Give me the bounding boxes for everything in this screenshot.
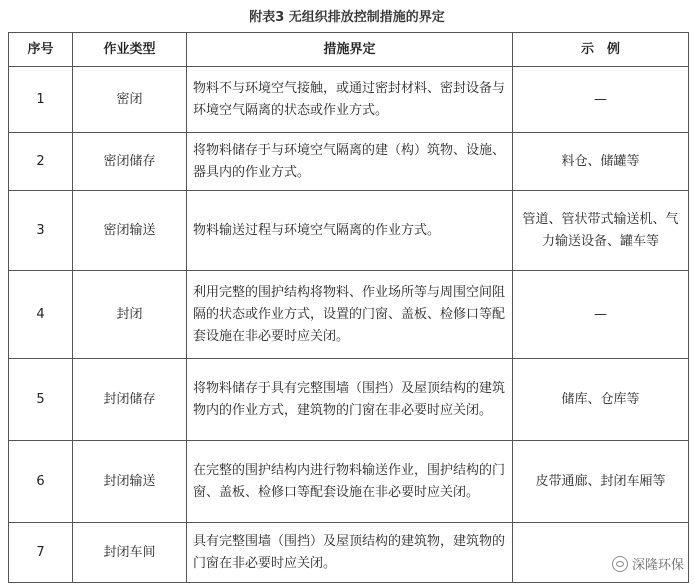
table-row — [9, 359, 689, 441]
row-definition: 利用完整的围护结构将物料、作业场所等与周围空间阻隔的状态或作业方式，设置的门窗、盖板、检修口等配套设施在非必要时应关闭。 — [187, 271, 513, 359]
row-type: 密闭储存 — [73, 133, 187, 191]
row-number: 7 — [9, 523, 73, 583]
row-number: 4 — [9, 271, 73, 359]
wechat-icon — [612, 556, 628, 572]
row-type: 封闭 — [73, 271, 187, 359]
table-row — [9, 271, 689, 359]
row-example: — — [513, 67, 689, 133]
row-type: 封闭储存 — [73, 359, 187, 441]
table-row — [9, 191, 689, 271]
watermark — [612, 554, 684, 573]
table-title: 附表3 无组织排放控制措施的界定 — [249, 10, 445, 25]
header-type: 作业类型 — [73, 33, 187, 67]
table-row — [9, 523, 689, 583]
table-row — [9, 67, 689, 133]
header-example: 示 例 — [513, 33, 689, 67]
row-type: 封闭车间 — [73, 523, 187, 583]
row-definition: 具有完整围墙（围挡）及屋顶结构的建筑物，建筑物的门窗在非必要时应关闭。 — [187, 523, 513, 583]
row-number: 6 — [9, 441, 73, 523]
row-type: 密闭输送 — [73, 191, 187, 271]
row-number: 5 — [9, 359, 73, 441]
row-example: 料仓、储罐等 — [513, 133, 689, 191]
row-definition: 将物料储存于与环境空气隔离的建（构）筑物、设施、器具内的作业方式。 — [187, 133, 513, 191]
row-definition: 在完整的围护结构内进行物料输送作业，围护结构的门窗、盖板、检修口等配套设施在非必要时应关闭。 — [187, 441, 513, 523]
row-definition: 将物料储存于具有完整围墙（围挡）及屋顶结构的建筑物内的作业方式，建筑物的门窗在非必要时应关闭。 — [187, 359, 513, 441]
table-row — [9, 133, 689, 191]
row-type: 封闭输送 — [73, 441, 187, 523]
row-definition: 物料输送过程与环境空气隔离的作业方式。 — [187, 191, 513, 271]
row-number: 1 — [9, 67, 73, 133]
row-type: 密闭 — [73, 67, 187, 133]
row-example: 皮带通廊、封闭车厢等 — [513, 441, 689, 523]
row-example: 储库、仓库等 — [513, 359, 689, 441]
header-row — [9, 33, 689, 67]
row-number: 2 — [9, 133, 73, 191]
table-row — [9, 441, 689, 523]
header-no: 序号 — [9, 33, 73, 67]
row-example: 管道、管状带式输送机、气力输送设备、罐车等 — [513, 191, 689, 271]
row-example — [513, 523, 689, 583]
row-example: — — [513, 271, 689, 359]
row-definition: 物料不与环境空气接触，或通过密封材料、密封设备与环境空气隔离的状态或作业方式。 — [187, 67, 513, 133]
header-definition: 措施界定 — [187, 33, 513, 67]
watermark-text: 深隆环保 — [631, 558, 684, 573]
control-measures-table — [8, 32, 689, 583]
row-number: 3 — [9, 191, 73, 271]
